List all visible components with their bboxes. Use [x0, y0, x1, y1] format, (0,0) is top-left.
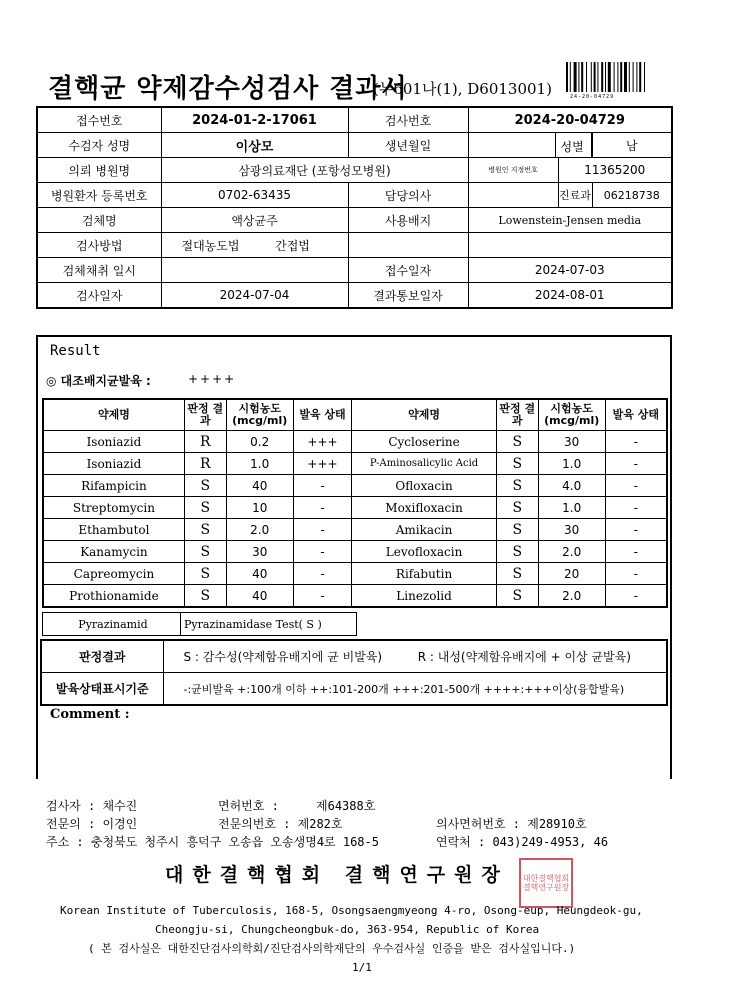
specialist-no: 전문의번호 : 제282호 [218, 817, 343, 831]
pza-label: Pyrazinamid [43, 613, 181, 636]
growth-status: - [605, 563, 667, 585]
sex-cell [560, 133, 672, 158]
judge-result: S [496, 475, 538, 497]
test-concentration: 1.0 [538, 497, 605, 519]
drug-name: Capreomycin [43, 563, 184, 585]
table-row [43, 519, 667, 541]
judge-s: S : 감수성(약제함유배지에 균 비발육) [183, 650, 383, 664]
report-date-label: 결과통보일자 [348, 283, 468, 309]
hospital-code: 11365200 [558, 158, 672, 183]
medium-value: Lowenstein-Jensen media [468, 208, 672, 233]
test-concentration: 30 [538, 519, 605, 541]
col-judge: 판정 결과 [184, 399, 226, 431]
patient-reg-label: 병원환자 등록번호 [37, 183, 161, 208]
license-label: 면허번호 : [218, 799, 279, 813]
colony-value: ++++ [188, 372, 237, 386]
method-values [161, 233, 348, 258]
col-growth: 발육 상태 [293, 399, 352, 431]
drug-name: Isoniazid [43, 453, 184, 475]
judge-result: S [184, 585, 226, 608]
receipt-date-label: 접수일자 [348, 258, 468, 283]
pza-table [42, 612, 357, 636]
judge-result: R [184, 431, 226, 453]
method-2: 간접법 [275, 238, 310, 253]
test-date: 2024-07-04 [161, 283, 348, 309]
growth-status: - [293, 497, 352, 519]
comment-label: Comment : [50, 707, 130, 722]
test-concentration: 2.0 [226, 519, 293, 541]
growth-text: -:균비발육 +:100개 이하 ++:101-200개 +++:201-500개 ++++:+++이상(융합발육) [163, 673, 667, 706]
test-concentration: 4.0 [538, 475, 605, 497]
growth-label: 발육상태표시기준 [41, 673, 163, 706]
dept-value: 06218738 [592, 183, 672, 208]
doctor-license: 의사면허번호 : 제28910호 [436, 817, 587, 831]
specialist: 전문의 : 이경인 [46, 817, 138, 831]
specimen-value: 액상균주 [161, 208, 348, 233]
drug-name: Levofloxacin [352, 541, 496, 563]
test-concentration: 20 [538, 563, 605, 585]
growth-status: - [605, 475, 667, 497]
growth-status: - [293, 585, 352, 608]
drug-name: Kanamycin [43, 541, 184, 563]
judge-result: S [184, 475, 226, 497]
growth-status: - [605, 541, 667, 563]
drug-name: P-Aminosalicylic Acid [352, 453, 496, 475]
col-drug: 약제명 [43, 399, 184, 431]
judge-result: S [496, 497, 538, 519]
col-growth-2: 발육 상태 [605, 399, 667, 431]
address: 주소 : 충청북도 청주시 흥덕구 오송읍 오송생명4로 168-5 [46, 835, 379, 849]
examinee-label: 수검자 성명 [37, 133, 161, 158]
col-drug-2: 약제명 [352, 399, 496, 431]
table-row [43, 541, 667, 563]
table-row [43, 453, 667, 475]
drug-name: Linezolid [352, 585, 496, 608]
test-concentration: 1.0 [538, 453, 605, 475]
patient-reg-no: 0702-63435 [161, 183, 348, 208]
method-label: 검사방법 [37, 233, 161, 258]
pza-value: Pyrazinamidase Test( S ) [181, 613, 357, 636]
test-concentration: 30 [538, 431, 605, 453]
drug-name: Isoniazid [43, 431, 184, 453]
growth-status: - [605, 497, 667, 519]
result-label: Result [50, 343, 101, 359]
judge-result: S [184, 563, 226, 585]
growth-status: - [605, 585, 667, 608]
license-no: 제64388호 [316, 799, 376, 813]
judge-result: R [184, 453, 226, 475]
hospital-code-label: 병원인 지정번호 [468, 158, 558, 183]
test-concentration: 40 [226, 563, 293, 585]
dob-label: 생년월일 [348, 133, 468, 158]
test-concentration: 40 [226, 585, 293, 608]
hospital-label: 의뢰 병원명 [37, 158, 161, 183]
judge-result: S [184, 519, 226, 541]
col-conc: 시험농도 (mcg/ml) [226, 399, 293, 431]
test-concentration: 2.0 [538, 585, 605, 608]
method-empty [348, 233, 468, 258]
official-seal: 대한결핵협회결핵연구원장 [519, 858, 573, 908]
page-number: 1/1 [352, 961, 372, 974]
test-date-label: 검사일자 [37, 283, 161, 309]
certification-note: ( 본 검사실은 대한진단검사의학회/진단검사의학재단의 우수검사실 인증을 받은 검사실입니다.) [88, 942, 576, 955]
test-concentration: 30 [226, 541, 293, 563]
growth-status: +++ [293, 431, 352, 453]
exam-no: 2024-20-04729 [468, 107, 672, 133]
growth-status: - [605, 519, 667, 541]
english-address-1: Korean Institute of Tuberculosis, 168-5, Osongsaengmyeong 4-ro, Osong-eup, Heungdeok-gu, [60, 904, 643, 917]
english-address-2: Cheongju-si, Chungcheongbuk-do, 363-954, Republic of Korea [155, 923, 540, 936]
report-date: 2024-08-01 [468, 283, 672, 309]
growth-status: - [293, 475, 352, 497]
growth-status: - [293, 519, 352, 541]
reception-no-label: 접수번호 [37, 107, 161, 133]
header-table [36, 106, 673, 309]
organization-name: 대한결핵협회 결핵연구원장 [165, 864, 509, 886]
drug-name: Amikacin [352, 519, 496, 541]
specimen-label: 검체명 [37, 208, 161, 233]
growth-status: - [293, 541, 352, 563]
judge-result: S [496, 585, 538, 608]
drug-name: Prothionamide [43, 585, 184, 608]
collect-date [161, 258, 348, 283]
barcode-icon [566, 62, 670, 94]
examinee-name: 이상모 [161, 133, 348, 158]
judge-label: 판정결과 [41, 640, 163, 673]
drug-table [42, 398, 668, 608]
sex-label: 성별 [560, 140, 584, 154]
page-title: 결핵균 약제감수성검사 결과서 [48, 74, 408, 104]
hospital-name: 삼광의료재단 (포항성모병원) [161, 158, 468, 183]
judge-result: S [184, 497, 226, 519]
judge-result: S [496, 519, 538, 541]
judge-r: R : 내성(약제함유배지에 + 이상 균발육) [417, 650, 631, 664]
growth-status: - [605, 453, 667, 475]
test-concentration: 40 [226, 475, 293, 497]
drug-name: Moxifloxacin [352, 497, 496, 519]
doctor-label: 담당의사 [348, 183, 468, 208]
judge-result: S [496, 431, 538, 453]
test-concentration: 0.2 [226, 431, 293, 453]
doctor-name [468, 183, 558, 208]
growth-status: - [605, 431, 667, 453]
judge-text [163, 640, 667, 673]
dept-label: 진료과 [558, 183, 592, 208]
reception-no: 2024-01-2-17061 [161, 107, 348, 133]
judge-result: S [496, 563, 538, 585]
collect-date-label: 검체채취 일시 [37, 258, 161, 283]
table-row [43, 431, 667, 453]
sex-value: 남 [625, 138, 638, 153]
drug-name: Ethambutol [43, 519, 184, 541]
judge-result: S [496, 541, 538, 563]
col-judge-2: 판정 결과 [496, 399, 538, 431]
receipt-date: 2024-07-03 [468, 258, 672, 283]
title-codes: (누601나(1), D6013001) [373, 80, 552, 98]
method-empty-2 [468, 233, 672, 258]
table-row [43, 475, 667, 497]
table-row [43, 497, 667, 519]
examiner: 검사자 : 채수진 [46, 799, 138, 813]
drug-name: Cycloserine [352, 431, 496, 453]
drug-name: Ofloxacin [352, 475, 496, 497]
barcode-text: 24-20-04729 [570, 94, 615, 100]
exam-no-label: 검사번호 [348, 107, 468, 133]
drug-name: Rifampicin [43, 475, 184, 497]
method-1: 절대농도법 [181, 238, 240, 253]
judge-result: S [496, 453, 538, 475]
test-concentration: 1.0 [226, 453, 293, 475]
table-row [43, 585, 667, 608]
medium-label: 사용배지 [348, 208, 468, 233]
drug-name: Rifabutin [352, 563, 496, 585]
table-row [43, 563, 667, 585]
legend-table [40, 639, 668, 706]
test-concentration: 2.0 [538, 541, 605, 563]
growth-status: - [293, 563, 352, 585]
colony-label: ◎ 대조배지균발육 : [46, 374, 151, 388]
judge-result: S [184, 541, 226, 563]
contact: 연락처 : 043)249-4953, 46 [436, 835, 609, 849]
test-concentration: 10 [226, 497, 293, 519]
col-conc-2: 시험농도 (mcg/ml) [538, 399, 605, 431]
drug-name: Streptomycin [43, 497, 184, 519]
growth-status: +++ [293, 453, 352, 475]
